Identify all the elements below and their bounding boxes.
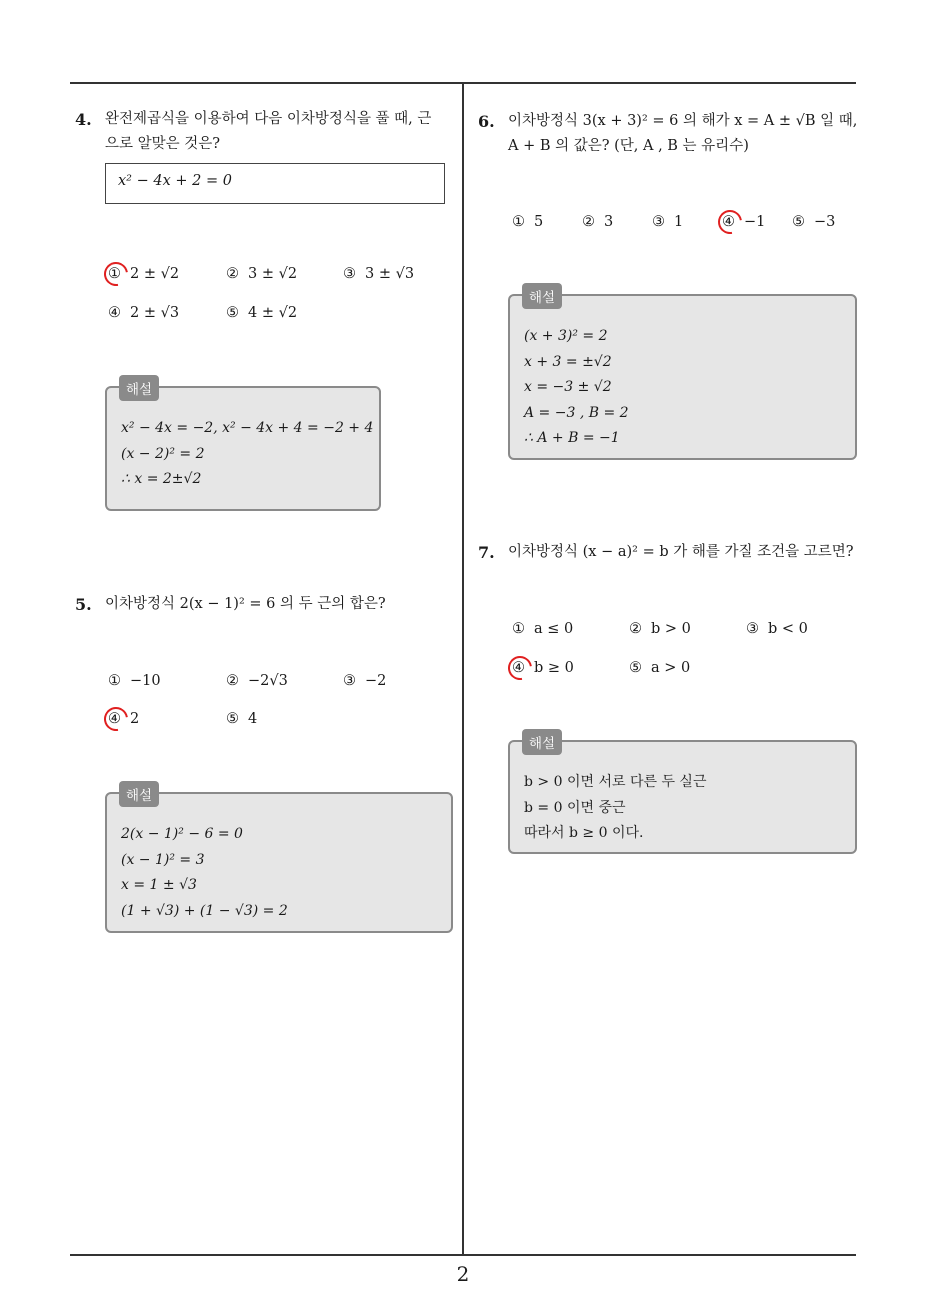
solution-line: ∴ A + B = −1 [524,430,620,446]
option-3[interactable]: ③ 3 ± √3 [343,266,415,282]
solution-line: (1 + √3) + (1 − √3) = 2 [121,902,288,919]
solution-label: 해설 [119,781,159,807]
option-2[interactable]: ② 3 ± √2 [226,266,298,282]
solution-box [508,290,857,460]
option-2[interactable]: ② 3 [582,214,614,230]
solution-line: A = −3 , B = 2 [524,404,629,421]
option-5[interactable]: ⑤ 4 [226,711,258,727]
option-4[interactable]: ④ −1 [722,214,766,230]
formula-box: x² − 4x + 2 = 0 [105,163,445,204]
option-5[interactable]: ⑤ 4 ± √2 [226,305,298,321]
solution-line: x + 3 = ±√2 [524,353,612,370]
option-1[interactable]: ① 5 [512,214,544,230]
question-text: 완전제곱식을 이용하여 다음 이차방정식을 풀 때, 근 으로 알맞은 것은? [105,111,432,152]
option-4[interactable]: ④ b ≥ 0 [512,660,574,676]
bottom-rule [70,1254,856,1256]
option-5[interactable]: ⑤ −3 [792,214,836,230]
solution-line: (x − 1)² = 3 [121,851,205,868]
question-text: 이차방정식 (x − a)² = b 가 해를 가질 조건을 고르면? [508,544,854,560]
question-number: 6. [478,112,495,131]
option-3[interactable]: ③ −2 [343,673,387,689]
option-5[interactable]: ⑤ a > 0 [629,660,691,676]
solution-box [105,382,381,511]
answer-circle-mark [713,205,746,238]
question-text: 이차방정식 2(x − 1)² = 6 의 두 근의 합은? [105,596,386,612]
solution-line: x² − 4x = −2, x² − 4x + 4 = −2 + 4 [121,420,374,436]
option-4[interactable]: ④ 2 [108,711,140,727]
solution-line: x = −3 ± √2 [524,379,612,395]
column-divider [462,83,464,1254]
solution-box [508,736,857,854]
solution-box [105,788,453,933]
option-1[interactable]: ① −10 [108,673,161,689]
solution-line: ∴ x = 2±√2 [121,471,202,487]
question-text: 이차방정식 3(x + 3)² = 6 의 해가 x = A ± √B 일 때, A + B 의 값은? (단, A , B 는 유리수) [508,113,858,154]
solution-line: 2(x − 1)² − 6 = 0 [121,826,243,842]
solution-label: 해설 [522,283,562,309]
answer-circle-mark [503,651,536,684]
solution-line: 따라서 b ≥ 0 이다. [524,825,644,841]
option-1[interactable]: ① 2 ± √2 [108,266,180,282]
question-number: 7. [478,543,495,562]
option-4[interactable]: ④ 2 ± √3 [108,305,180,321]
solution-line: (x − 2)² = 2 [121,445,205,462]
option-1[interactable]: ① a ≤ 0 [512,621,574,637]
option-3[interactable]: ③ 1 [652,214,684,230]
solution-label: 해설 [522,729,562,755]
answer-circle-mark [99,702,132,735]
page-number: 2 [456,1262,470,1286]
option-3[interactable]: ③ b < 0 [746,621,808,637]
solution-line: x = 1 ± √3 [121,877,197,893]
question-number: 5. [75,595,92,614]
solution-label: 해설 [119,375,159,401]
option-2[interactable]: ② −2√3 [226,673,288,689]
solution-line: (x + 3)² = 2 [524,328,608,344]
question-number: 4. [75,110,92,129]
answer-circle-mark [99,257,132,290]
solution-line: b = 0 이면 중근 [524,799,626,816]
option-2[interactable]: ② b > 0 [629,621,691,637]
solution-line: b > 0 이면 서로 다른 두 실근 [524,774,707,790]
